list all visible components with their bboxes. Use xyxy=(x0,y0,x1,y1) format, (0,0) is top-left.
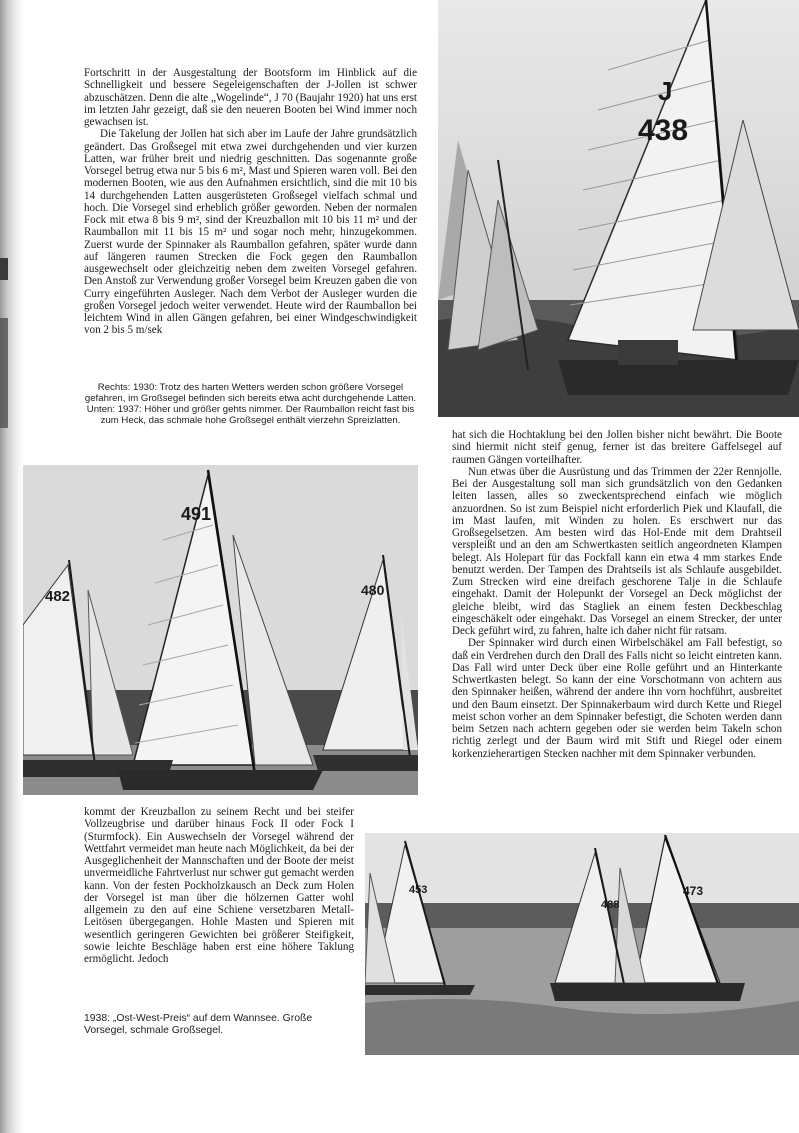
caption-below-photo: Unten: 1937: Höher und größer gehts nimmer. Der Raumballon reicht fast bis zum Heck, das schmale hohe Großsegel enthält vierzehn Spreizlatten. xyxy=(86,404,415,426)
photo-1930-regatta xyxy=(438,0,799,417)
paragraph-takelung: Die Takelung der Jollen hat sich aber im Laufe der Jahre grundsätzlich geändert. Das Großsegel mit etwa zwei durchgehenden und vier kurzen Latten, war früher breit und niedrig geschnitten. Das sogenannte große Vorsegel betrug etwa nur 5 bis 6 m², Mast und Spieren waren voll. Bei den modernen Booten, wie aus den Aufnahmen ersichtlich, sind die mit 10 bis 14 durchgehenden Latten ausgerüsteten Großsegel vielfach schmal und hoch. Die Vorsegel sind erheblich größer geworden. Neben der normalen Fock mit etwa 8 bis 9 m², sind der Kreuzballon mit 10 bis 11 m² und der Raumballon mit 11 bis 15 m² und sogar noch mehr, hinzugekommen. Zuerst wurde der Spinnaker als Raumballon gefahren, später wurde dann auf längeren raumen Strecken die Fock gegen den Raumballon ausgewechselt oder gleichzeitig neben dem zweiten Vorsegel gefahren. Den Anstoß zur Verwendung großer Vorsegel beim Kreuzen gaben die von Curry eingeführten Ausleger. Nach dem Verbot der Ausleger wurden die großen Vorsegel jedoch weiter verwendet. Heute wird der Raumballon bei leichtem Wind in allen Gängen gefahren, bei einer Windgeschwindigkeit von 2 bis 5 m/sek xyxy=(84,128,417,337)
photo-1937-image xyxy=(23,465,418,795)
paragraph-hochtaklung: hat sich die Hochtaklung bei den Jollen bisher nicht bewährt. Die Boote sind hiermit nicht steif genug, ferner ist das breitere Gaffelsegel auf raumen Gängen vorteilhafter. xyxy=(452,429,782,466)
photo-1938-image xyxy=(365,833,799,1055)
paragraph-bootsform: Fortschritt in der Ausgestaltung der Bootsform im Hinblick auf die Schnelligkeit und bessere Segeleigenschaften der J-Jollen ist schwer abzuschätzen. Denn die alte „Wogelinde“, J 70 (Baujahr 1920) hat uns erst im letzten Jahr gezeigt, daß sie den neueren Booten bei Wind immer noch gewachsen ist. xyxy=(84,67,417,128)
caption-1938 xyxy=(84,1013,354,1037)
adjacent-page-strip xyxy=(0,258,8,280)
caption-right-photo: Rechts: 1930: Trotz des harten Wetters werden schon größere Vorsegel gefahren, im Großsegel befinden sich bereits etwa acht durchgehende Latten. xyxy=(84,382,417,404)
paragraph-ausruestung: Nun etwas über die Ausrüstung und das Trimmen der 22er Rennjolle. Bei der Ausgestaltung soll man sich grundsätzlich von den Gedanken leiten lassen, alles so zweckentsprechend einfach wie möglich anzuordnen. So ist zum Beispiel nicht erforderlich Piek und Klaufall, die im Mast laufen, mit Winden zu holen. Es erschwert nur das Großsegelsetzen. Am besten wird das Hol-Ende mit dem Drahtseil verspleißt und an den am Schwertkasten seitlich angeordneten Klampen belegt. Als Holepart für das Fockfall kann ein etwa 4 mm starkes Ende benutzt werden. Der Tampen des Drahtseils ist als Schlaufe ausgebildet. Zum Strecken wird eine dreifach geschorene Talje in die Schlaufe eingehakt. Damit der Holepunkt der Vorsegel an Deck möglichst der gleiche bleibt, wird das Stagliek an einem festen Deckbeschlag eingeschäkelt oder eingehakt. Das Vorsegel an einem Strecker, der unter Deck geführt wird, zu fahren, halte ich daher nicht für ratsam. xyxy=(452,465,782,637)
adjacent-page-photo-fragment xyxy=(0,318,8,428)
page-edge xyxy=(0,0,24,1133)
sail-number-480: 480 xyxy=(361,582,385,598)
paragraph-spinnaker: Der Spinnaker wird durch einen Wirbelschäkel am Fall befestigt, so daß ein Verdrehen durch den Drall des Falls nicht so leicht eintreten kann. Das Fall wird unter Deck über eine Rolle geführt und an Hinterkante Schwertkasten belegt. So kann der eine Vorschotmann von achtern aus den Spinnaker heißen, während der andere ihn vorn hochführt, ausbreitet und den Baum einsetzt. Der Spinnakerbaum wird durch Kette und Riegel meist schon vorher an dem Spinnaker befestigt, die Schoten werden dann beim Setzen nach achtern gegeben oder sie werden beim Takeln schon richtig zerlegt und der Baum wird mit Stift und Riegel oder einem korkenzieherartigen Stecken nachher mit dem Spinnaker verbunden. xyxy=(452,637,782,760)
sail-number-438: 438 xyxy=(638,114,689,147)
sail-letter-j: J xyxy=(658,76,673,106)
sail-number-482: 482 xyxy=(45,588,71,605)
photo-1938-wannsee xyxy=(365,833,799,1055)
right-article-column xyxy=(452,429,782,760)
photo-1937-regatta xyxy=(23,465,418,795)
paragraph-kreuzballon: kommt der Kreuzballon zu seinem Recht und bei steifer Vollzeugbrise und darüber hinaus Fock II oder Fock I (Sturmfock). Ein Auswechseln der Vorsegel während der Wettfahrt vermeidet man heute nach Möglichkeit, da bei der Ausgeglichenheit der Mannschaften und der Boote der meist unvermeidliche Fahrtverlust nur schwer gut gemacht werden kann. Von der festen Pockholzkausch an Deck zum Holen der Vorsegel ist man über die hölzernen Gatter wohl allgemein zu den auf eine Schiene versetzbaren Metall-Leitösen übergegangen. Hohle Masten und Spieren mit wesentlich geringeren Gewichten bei größerer Steifigkeit, sowie leichte Beschläge haben erst eine höhere Taklung ermöglicht. Jedoch xyxy=(84,806,354,965)
bottom-left-article-column xyxy=(84,806,354,965)
photo-1930-image xyxy=(438,0,799,417)
top-left-article-column xyxy=(84,67,417,337)
caption-top-photos xyxy=(84,382,417,426)
sail-number-453: 453 xyxy=(409,884,428,896)
sail-number-491: 491 xyxy=(181,504,212,524)
sail-number-473: 473 xyxy=(683,884,704,898)
caption-ost-west-preis: 1938: „Ost-West-Preis“ auf dem Wannsee. Große Vorsegel, schmale Großsegel. xyxy=(84,1013,313,1036)
sail-number-488: 488 xyxy=(601,899,620,911)
